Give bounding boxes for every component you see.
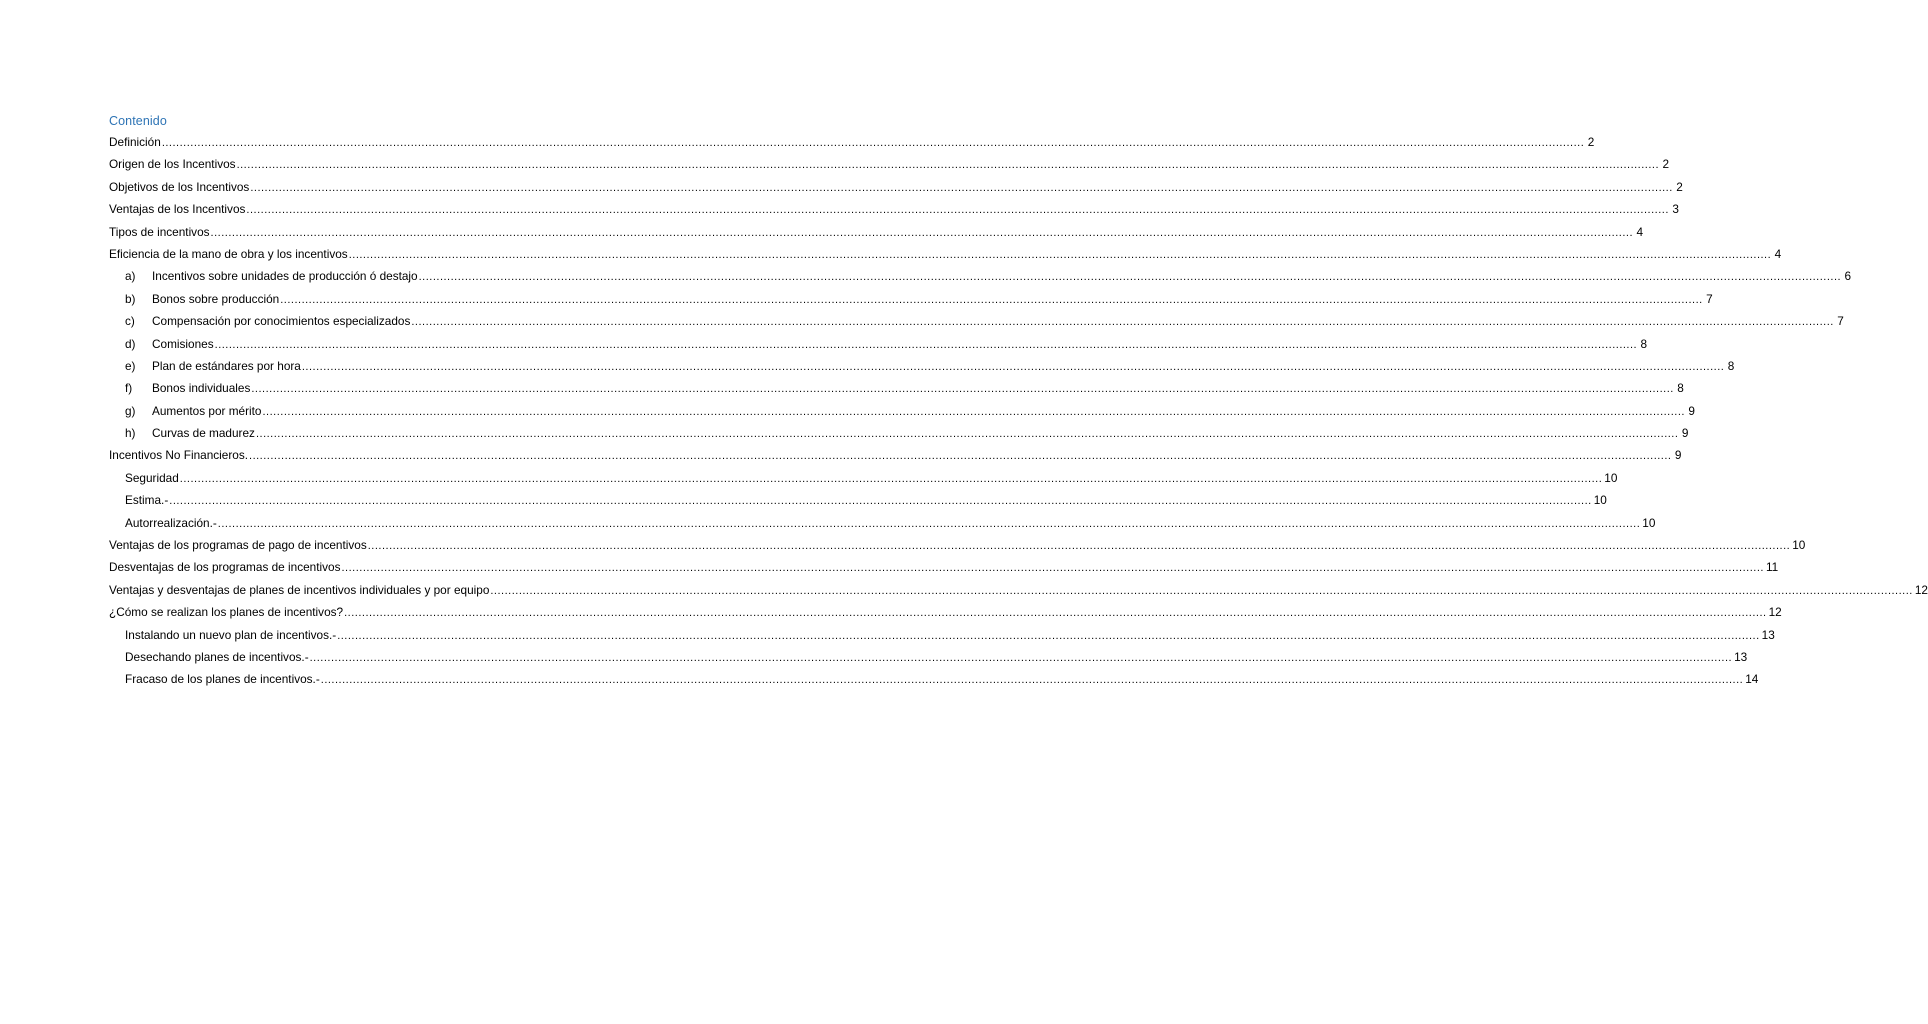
toc-entry-page-number: 10 <box>1604 470 1618 485</box>
toc-entry[interactable] <box>109 444 1682 466</box>
toc-dot-leader: ................................................................................................................................................................................................................................................................................................................................................................................................................ <box>337 629 1760 642</box>
toc-entry-page-number: 13 <box>1761 627 1775 642</box>
toc-entry-title: Origen de los Incentivos <box>109 157 236 172</box>
toc-entry-page-number: 8 <box>1677 381 1684 396</box>
toc-entry-page-number: 6 <box>1844 269 1852 284</box>
toc-entry-letter: f) <box>125 381 133 396</box>
toc-entry[interactable] <box>109 153 1670 175</box>
toc-entry-letter: e) <box>125 358 136 373</box>
toc-entry[interactable] <box>109 333 1648 355</box>
toc-entry[interactable] <box>109 131 1595 153</box>
toc-entry-list <box>109 131 1928 691</box>
toc-entry-title: Seguridad <box>125 470 179 485</box>
toc-dot-leader: ................................................................................................................................................................................................................................................................................................................................................................................................................ <box>255 428 1679 441</box>
toc-entry-page-number: 13 <box>1734 649 1748 664</box>
toc-entry-title: Fracaso de los planes de incentivos.- <box>125 672 320 687</box>
toc-title: Contenido <box>109 114 167 128</box>
toc-entry[interactable] <box>109 646 1748 668</box>
toc-entry-page-number: 4 <box>1636 224 1644 239</box>
toc-entry-letter: d) <box>125 336 136 351</box>
toc-entry-title: Instalando un nuevo plan de incentivos.- <box>125 627 337 642</box>
toc-entry[interactable] <box>109 512 1656 534</box>
toc-entry-title: Bonos individuales <box>152 381 251 396</box>
toc-entry-page-number: 2 <box>1676 179 1683 194</box>
toc-entry-title: Objetivos de los Incentivos <box>109 179 250 194</box>
toc-dot-leader: ................................................................................................................................................................................................................................................................................................................................................................................................................ <box>301 360 1725 373</box>
toc-entry[interactable] <box>109 176 1683 198</box>
toc-entry[interactable] <box>109 556 1779 578</box>
toc-entry-page-number: 8 <box>1640 336 1648 351</box>
toc-entry-page-number: 11 <box>1765 560 1779 575</box>
toc-entry-title: Plan de estándares por hora <box>152 358 301 373</box>
toc-entry[interactable] <box>109 579 1928 601</box>
toc-entry-title: Compensación por conocimientos especializados <box>152 314 411 329</box>
toc-entry-page-number: 10 <box>1593 493 1607 508</box>
toc-entry-page-number: 9 <box>1681 426 1689 441</box>
toc-entry-page-number: 7 <box>1706 291 1713 306</box>
toc-entry-title: Comisiones <box>152 336 214 351</box>
toc-entry-title: Desventajas de los programas de incentivos <box>109 560 341 575</box>
toc-entry[interactable] <box>109 310 1844 332</box>
toc-entry[interactable] <box>109 288 1713 310</box>
toc-entry-page-number: 10 <box>1642 515 1656 530</box>
toc-entry-letter: h) <box>125 426 136 441</box>
toc-dot-leader: ................................................................................................................................................................................................................................................................................................................................................................................................................ <box>309 651 1733 664</box>
toc-entry-title: Autorrealización.- <box>125 515 217 530</box>
toc-entry-title: Tipos de incentivos <box>109 224 210 239</box>
toc-entry-letter: c) <box>125 314 135 329</box>
toc-entry[interactable] <box>109 467 1618 489</box>
toc-entry-page-number: 8 <box>1727 358 1735 373</box>
toc-entry-title: Bonos sobre producción <box>152 291 280 306</box>
toc-dot-leader: ................................................................................................................................................................................................................................................................................................................................................................................................................ <box>280 293 1703 306</box>
toc-entry-page-number: 3 <box>1672 202 1679 217</box>
toc-entry-letter: g) <box>125 403 136 418</box>
toc-dot-leader: ................................................................................................................................................................................................................................................................................................................................................................................................................ <box>411 316 1834 329</box>
toc-entry-letter: a) <box>125 269 136 284</box>
toc-entry-title: Estima.- <box>125 493 169 508</box>
toc-dot-leader: ................................................................................................................................................................................................................................................................................................................................................................................................................ <box>344 607 1767 620</box>
toc-entry-page-number: 12 <box>1768 605 1782 620</box>
toc-dot-leader: ................................................................................................................................................................................................................................................................................................................................................................................................................ <box>320 674 1744 687</box>
toc-dot-leader: ................................................................................................................................................................................................................................................................................................................................................................................................................ <box>161 137 1585 149</box>
toc-entry-page-number: 9 <box>1674 448 1682 463</box>
toc-entry[interactable] <box>109 601 1782 623</box>
toc-entry-title: Eficiencia de la mano de obra y los incentivos <box>109 246 348 261</box>
toc-entry[interactable] <box>109 422 1689 444</box>
toc-entry[interactable] <box>109 355 1735 377</box>
toc-entry-title: ¿Cómo se realizan los planes de incentivos? <box>109 605 344 620</box>
toc-entry-title: Aumentos por mérito <box>152 403 262 418</box>
toc-entry-title: Definición <box>109 135 161 149</box>
toc-entry-title: Ventajas de los programas de pago de incentivos <box>109 538 367 553</box>
toc-dot-leader: ................................................................................................................................................................................................................................................................................................................................................................................................................ <box>236 159 1660 172</box>
toc-dot-leader: ................................................................................................................................................................................................................................................................................................................................................................................................................ <box>179 472 1603 485</box>
toc-dot-leader: ................................................................................................................................................................................................................................................................................................................................................................................................................ <box>249 450 1672 463</box>
toc-entry[interactable] <box>109 534 1806 556</box>
toc-dot-leader: ................................................................................................................................................................................................................................................................................................................................................................................................................ <box>250 181 1673 194</box>
toc-dot-leader: ................................................................................................................................................................................................................................................................................................................................................................................................................ <box>246 204 1669 217</box>
toc-entry-page-number: 9 <box>1688 403 1695 418</box>
toc-entry[interactable] <box>109 377 1684 399</box>
toc-entry[interactable] <box>109 265 1852 287</box>
toc-entry-title: Desechando planes de incentivos.- <box>125 649 309 664</box>
toc-dot-leader: ................................................................................................................................................................................................................................................................................................................................................................................................................ <box>214 338 1638 351</box>
toc-entry-title: Ventajas y desventajas de planes de incentivos individuales y por equipo <box>109 582 490 597</box>
toc-entry[interactable] <box>109 221 1644 243</box>
toc-dot-leader: ................................................................................................................................................................................................................................................................................................................................................................................................................ <box>262 405 1685 418</box>
toc-dot-leader: ................................................................................................................................................................................................................................................................................................................................................................................................................ <box>217 517 1641 530</box>
toc-entry-page-number: 4 <box>1774 246 1782 261</box>
toc-entry-page-number: 14 <box>1745 672 1759 687</box>
toc-entry-title: Curvas de madurez <box>152 426 255 441</box>
toc-entry-page-number: 10 <box>1792 538 1806 553</box>
toc-dot-leader: ................................................................................................................................................................................................................................................................................................................................................................................................................ <box>251 383 1674 396</box>
toc-entry[interactable] <box>109 668 1759 690</box>
toc-entry-page-number: 12 <box>1914 582 1928 597</box>
toc-dot-leader: ................................................................................................................................................................................................................................................................................................................................................................................................................ <box>418 271 1842 284</box>
toc-dot-leader: ................................................................................................................................................................................................................................................................................................................................................................................................................ <box>169 495 1592 508</box>
table-of-contents <box>109 113 1928 691</box>
toc-entry-title: Ventajas de los Incentivos <box>109 202 246 217</box>
toc-dot-leader: ................................................................................................................................................................................................................................................................................................................................................................................................................ <box>348 248 1772 261</box>
toc-dot-leader: ................................................................................................................................................................................................................................................................................................................................................................................................................ <box>490 584 1913 597</box>
toc-entry-letter: b) <box>125 291 136 306</box>
toc-entry-title: Incentivos No Financieros. <box>109 448 249 463</box>
toc-entry-page-number: 2 <box>1587 135 1595 149</box>
toc-entry[interactable] <box>109 198 1679 220</box>
toc-entry[interactable] <box>109 489 1607 511</box>
toc-entry[interactable] <box>109 243 1782 265</box>
toc-entry-page-number: 7 <box>1837 314 1844 329</box>
toc-entry-title: Incentivos sobre unidades de producción ó destajo <box>152 269 418 284</box>
toc-dot-leader: ................................................................................................................................................................................................................................................................................................................................................................................................................ <box>210 226 1634 239</box>
toc-dot-leader: ................................................................................................................................................................................................................................................................................................................................................................................................................ <box>341 562 1764 575</box>
toc-entry-page-number: 2 <box>1662 157 1670 172</box>
toc-entry[interactable] <box>109 624 1775 646</box>
toc-entry[interactable] <box>109 400 1695 422</box>
toc-dot-leader: ................................................................................................................................................................................................................................................................................................................................................................................................................ <box>367 540 1791 553</box>
